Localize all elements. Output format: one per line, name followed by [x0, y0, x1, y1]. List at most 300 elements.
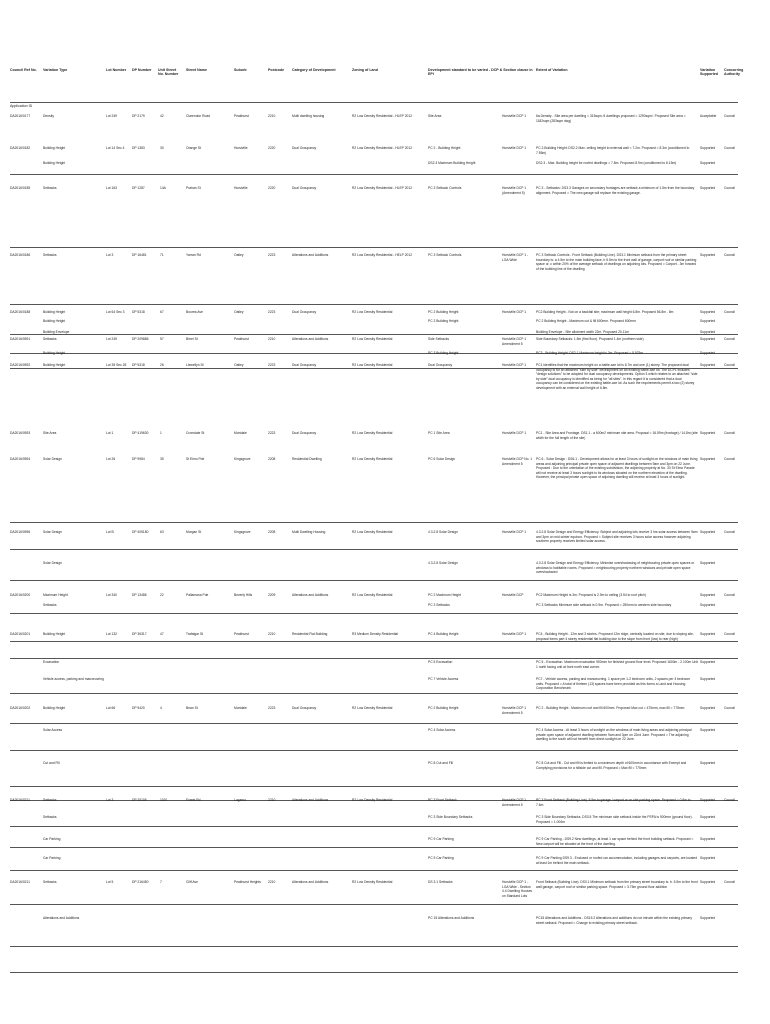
cell-no: 14A [160, 186, 166, 190]
row-divider [10, 641, 738, 642]
cell-dcp: Hurstville DCP 1 [502, 431, 527, 435]
cell-no: 22 [160, 593, 164, 597]
cell-dp: DP 1383 [132, 146, 145, 150]
cell-cat: Dual Occupancy [292, 146, 317, 150]
cell-lot: Lot 1 [106, 431, 114, 435]
cell-cat: Residential Dwelling [292, 457, 322, 461]
cell-cat: Alterations and Additions [292, 593, 329, 597]
cell-auth: Council [724, 431, 735, 435]
cell-street: Trafalgar St [186, 632, 204, 636]
cell-extent: DS2.3 - Max. Building height for roofed dwellings = 7.8m. Proposed 8.9m (conditioned to 8.15m) [536, 161, 677, 165]
cell-auth: Council [724, 706, 735, 710]
cell-type: Solar Design [43, 530, 62, 534]
row-divider [10, 304, 738, 305]
cell-street: Forest Rd [186, 798, 201, 802]
cell-ref: DA2016/0201 [10, 632, 31, 636]
cell-street: Clarendon Road [186, 114, 211, 118]
cell-auth: Council [724, 530, 735, 534]
cell-pc: 2210 [268, 798, 276, 802]
cell-zone: R2 Low Density Residential - HELP 2012 [352, 253, 413, 257]
cell-pc: 2223 [268, 431, 276, 435]
col-header-unit-street: Unit Street No. Number [158, 68, 179, 77]
col-header-council-ref: Council Ref No. [10, 68, 37, 72]
cell-sup: Supported [700, 351, 716, 355]
row-divider [10, 247, 738, 248]
cell-street: Pallamana Pde [186, 593, 209, 597]
cell-zone: R2 Low Density Residential [352, 310, 393, 314]
cell-dcp: Hurstville DCP [502, 593, 524, 597]
cell-lot: Lot 64 Sec 3 [106, 310, 125, 314]
cell-suburb: Oatley [234, 310, 244, 314]
cell-pc: 2220 [268, 146, 276, 150]
cell-extent: PC 2 - Building Height . Maximum roof and fill 600mm. Proposed Max cut = 475mm, max fill = 775mm [536, 706, 685, 710]
cell-dp: DP 405180 [132, 530, 149, 534]
cell-extent: PC 9 Car Parking DS9.3 - Enclosed or roofed car accommodation, including garages and carports, are located at least 1m behind the main setback. [536, 856, 698, 865]
cell-no: 7 [160, 880, 162, 884]
cell-type: Vehicle access, parking and manoeuvring [43, 677, 104, 681]
cell-suburb: Oatley [234, 253, 244, 257]
cell-extent: PC 3 - Setbacks: DS3.3 Garages on secondary frontages are setback a minimum of 1.5m from the boundary alignment. Proposed = The new garage will replace the existing garage. [536, 186, 695, 195]
row-divider [10, 102, 738, 103]
row-divider [10, 174, 738, 175]
row-divider [10, 580, 738, 581]
cell-zone: R2 Low Density Residential [352, 798, 393, 802]
cell-dp: DP 36317 [132, 632, 147, 636]
cell-sup: Supported [700, 253, 716, 257]
cell-street: Llewellyn St [186, 363, 204, 367]
cell-type: Setbacks [43, 253, 57, 257]
cell-std: Side Setbacks [428, 337, 450, 341]
cell-std: PC 1 Site Area [428, 431, 450, 435]
cell-sup: Supported [700, 880, 716, 884]
cell-type: Building Height [43, 351, 66, 355]
cell-std: PC 3 Setback Controls [428, 186, 462, 190]
cell-extent: PC 3 Side Boundary Setbacks. DS3.5 The minimum side setback inside the PSPA is 900mm (ground floor). Proposed = 1.004m [536, 815, 693, 824]
col-header-suburb: Suburb [234, 68, 247, 72]
cell-dp: DP 5318 [132, 310, 145, 314]
row-divider [10, 786, 738, 787]
cell-dcp: Hurstville DCP 1 Amendment 5 [502, 706, 527, 715]
cell-zone: R2 Low Density Residential [352, 363, 393, 367]
cell-extent: PC 8 Cut and Fill - Cut and fill is limited to a maximum depth of 600mm in accordance with Exempt and Complying provisions for a hillside cut and fill. Proposed = Max fill = 775mm [536, 761, 687, 770]
cell-lot: Lot 26 [106, 457, 116, 461]
cell-suburb: Peakhurst [234, 337, 249, 341]
cell-auth: Council [724, 253, 735, 257]
cell-extent: PC15 Alterations and Additions - DS15.2 Alterations and additions do not intrude within the existing primary street setback. Proposed = Change to existing primary street setback. [536, 916, 692, 925]
row-divider [10, 613, 738, 614]
col-header-street-name: Street Name [186, 68, 207, 72]
cell-std: PC 7 Vehicle Access [428, 677, 459, 681]
cell-street: Orange St [186, 146, 202, 150]
col-header-variation-type: Variation Type [43, 68, 68, 72]
cell-ref: DA2016/0188 [10, 310, 31, 314]
cell-sup: Supported [700, 815, 716, 819]
cell-extent: PC 2-Building Height: DS2.2 Max. ceiling height to external wall = 7.2m. Proposed = 8.3m (conditioned to 7.55m) [536, 146, 690, 155]
col-header-dp-number: DP Number [132, 68, 152, 72]
cell-sup: Supported [700, 603, 716, 607]
cell-dp: DP 9984 [132, 457, 145, 461]
cell-street: Prahan St [186, 186, 201, 190]
cell-std: PC 3 Setbacks [428, 603, 450, 607]
cell-type: Building Height [43, 319, 66, 323]
cell-dcp: Hurstville DCP 1 (Amendment 5) [502, 186, 527, 195]
cell-sup: Supported [700, 593, 716, 597]
cell-auth: Council [724, 186, 735, 190]
cell-type: Building Height [43, 146, 66, 150]
cell-dcp: Hurstville DCP No. 1 Amendment 5 [502, 457, 533, 466]
cell-std: Site Area [428, 114, 442, 118]
cell-ref: DA2016/0211 [10, 798, 30, 802]
cell-std: DS 3.1 Setbacks [428, 880, 453, 884]
cell-extent: PC 3 Front Setback (Building Line). 5.5m to garage / carport or on-site parking space. Proposed = 0.8m to 7.6m [536, 798, 691, 807]
cell-ref: DA2016/0591 [10, 337, 31, 341]
cell-cat: Alterations and Additions [292, 880, 329, 884]
cell-ref: DA2016/0177 [10, 114, 31, 118]
cell-dcp: Hurstville DCP 1 [502, 310, 527, 314]
cell-type: Setbacks [43, 337, 57, 341]
cell-dp: DP 5318 [132, 363, 145, 367]
col-header-variation-supported: Variation Supported [700, 68, 718, 77]
cell-type: Cut and Fill [43, 761, 60, 765]
row-divider [10, 658, 738, 659]
cell-type: Car Parking [43, 856, 61, 860]
cell-ref: DA2016/0185 [10, 186, 31, 190]
cell-extent: PC1 identifies that the maximum height on a battle-axe lot is 6.7m and one (1) storey. The proposed dual occupancy is for an attached "side by side" development on an existing battle-axe lot. The DCP1 includes "design solutions" to be adopted for dual occupancy developments. Option 3 which relates to an attached "side by side" dual occupancy is identified as being for "all sites". In this regard it is considered that a dual occupancy can be considered on the existing battle-axe lot. As such the requirements permit a two (2) storey development with an external wall height of 6.8m. [536, 363, 698, 390]
cell-type: Building Envelope [43, 330, 70, 334]
cell-no: 47 [160, 632, 164, 636]
cell-extent: PC2 Building Height - Not on a backfall site; maximum wall height 6.8m. Proposed 56.8m - 8m [536, 310, 674, 314]
cell-cat: Residential Flat Building [292, 632, 328, 636]
cell-auth: Council [724, 337, 735, 341]
cell-std: PC 2 Building Height [428, 319, 459, 323]
cell-type: Setbacks [43, 186, 57, 190]
row-divider [10, 750, 738, 751]
cell-std: PC 3 Setback Controls [428, 253, 462, 257]
cell-pc: 2208 [268, 457, 276, 461]
cell-ref: DA2016/0593 [10, 431, 31, 435]
cell-type: Building Height [43, 161, 66, 165]
cell-auth: Council [724, 310, 735, 314]
cell-dcp: Hurstville DCP 1 [502, 114, 527, 118]
cell-type: Setbacks [43, 603, 57, 607]
cell-cat: Multi Dwelling Housing [292, 530, 326, 534]
cell-street: Morgan St [186, 530, 202, 534]
cell-no: 67 [160, 310, 164, 314]
cell-type: Alterations and Additions [43, 916, 80, 920]
application-id-label: Application ID [10, 104, 33, 108]
cell-sup: Supported [700, 319, 716, 323]
row-divider [10, 549, 738, 550]
cell-lot: Lot 14 Sec 4 [106, 146, 125, 150]
cell-zone: R2 Low Density Residential [352, 337, 393, 341]
cell-zone: R3 Medium Density Residential [352, 632, 398, 636]
col-header-category: Category of Development [292, 68, 336, 72]
cell-extent: PC 6 - Solar Design : DS6.1 - Development allows for at least 3 hours of sunlight on the windows of main living areas and adjoining principal private open space of adjacent dwellings between 9am and 3pm on 22 June. Proposed : Due to the orientation of the existing subdivision, the adjoining property at No. 33 St Elmo Parade will not receive at least 3 hours sunlight to its windows situated on the northern elevation of the dwelling. However, the principal private open space of adjoining dwelling will receive at least 3 hours of sunlight. [536, 457, 698, 479]
cell-extent: PC 5 - Excavation. Maximum excavation 900mm for finished ground floor level. Proposed 1600m - 2.100m Unit 1 north facing unit at front north east corner. [536, 660, 698, 669]
cell-sup: Supported [700, 837, 716, 841]
cell-lot: Lot B [106, 530, 114, 534]
cell-std: Dual Occupancy [428, 363, 453, 367]
cell-auth: Council [724, 457, 735, 461]
cell-pc: 2223 [268, 363, 276, 367]
cell-lot: Lot 66 [106, 706, 116, 710]
cell-type: Setbacks [43, 880, 57, 884]
cell-street: Cromdale St [186, 431, 205, 435]
cell-std: PC 3 Building Height [428, 351, 459, 355]
cell-pc: 2223 [268, 253, 276, 257]
cell-type: Setbacks [43, 815, 57, 819]
cell-suburb: Hurstville [234, 146, 248, 150]
cell-extent: 4.3.2.8 Solar Design and Energy Efficiency. Minimise overshadowing of neighbouring private open spaces or windows to habitable rooms. Proposed = neighbouring property northern windows and private open space overshadowed [536, 561, 695, 574]
cell-ref: DA2016/0202 [10, 706, 31, 710]
cell-zone: R2 Low Density Residential - HLEP 2012 [352, 186, 413, 190]
cell-pc: 2210 [268, 880, 276, 884]
cell-type: Site Area [43, 431, 57, 435]
row-divider [10, 847, 738, 848]
cell-ref: DA2016/0200 [10, 593, 31, 597]
cell-auth: Council [724, 880, 735, 884]
cell-street: Yarran Rd [186, 253, 201, 257]
cell-auth: Council [724, 798, 735, 802]
cell-auth: Council [724, 363, 735, 367]
cell-dp: DP 216450 [132, 880, 149, 884]
row-divider [10, 693, 738, 694]
cell-extent: Front Setback (Building Line). DS3.1 Minimum setback from the primary street boundary is: b. 5.5m to the front wall garage, carport roof or similar parking space. Proposed = 3.75m ground floor addition [536, 880, 698, 889]
cell-sup: Supported [700, 363, 716, 367]
cell-extent: PC2 Maximum Height is 3m. Proposed is 2.9m to ceiling (3.54 to roof pitch) [536, 593, 646, 597]
cell-zone: R2 Low Density Residential [352, 530, 393, 534]
cell-no: 35 [160, 457, 164, 461]
cell-no: 1100 [160, 798, 168, 802]
cell-lot: Lot 249 [106, 337, 117, 341]
cell-extent: PC4 - Building Height - 12m and 3 stories. Proposed 12m ridge, centrally located on site, due to sloping site, proposal forms part 4 storey residential flat building due to the slope from front (low) to rear (high) [536, 632, 694, 641]
cell-extent: PC1 - Site Area and Frontage. DS1.1 - a 600m2 minimum site area. Proposal = 16.59m (frontage) / 14.8m (site width for the full length of the site) [536, 431, 698, 440]
cell-suburb: Peakhurst [234, 114, 249, 118]
cell-auth: Council [724, 593, 735, 597]
cell-type: Density [43, 114, 54, 118]
variations-register [10, 66, 744, 976]
cell-ref: DA2016/0592 [10, 363, 31, 367]
cell-no: 26 [160, 363, 164, 367]
cell-no: 63 [160, 530, 164, 534]
col-header-lot-number: Lot Number [106, 68, 127, 72]
row-divider [10, 972, 738, 973]
cell-suburb: Mortdale [234, 431, 247, 435]
cell-sup: Acceptable [700, 114, 717, 118]
cell-zone: R2 Low Density Residential - HLEP 2012 [352, 114, 413, 118]
cell-dcp: Hurstville DCP 1 [502, 146, 527, 150]
cell-lot: Lot 35 Sec 28 [106, 363, 127, 367]
cell-dcp: Hurstville DCP 1 [502, 530, 527, 534]
cell-sup: Supported [700, 186, 716, 190]
row-divider [10, 904, 738, 905]
cell-std: PC 8 Cut and Fill [428, 761, 453, 765]
cell-type: Building Height [43, 363, 66, 367]
cell-no: 4 [160, 706, 162, 710]
row-divider [10, 946, 738, 947]
cell-sup: Supported [700, 561, 716, 565]
cell-dcp: Hurstville DCP 1 Amendment 5 [502, 798, 527, 807]
cell-std: PC 5 Excavation [428, 660, 453, 664]
cell-sup: Supported [700, 677, 716, 681]
cell-std: 4.3.2.8 Solar Design [428, 561, 458, 565]
cell-suburb: Peakhurst [234, 632, 249, 636]
cell-suburb: Oatley [234, 363, 244, 367]
cell-std: PC 2 Building Height [428, 706, 459, 710]
cell-std: PC 6 Solar Design [428, 457, 456, 461]
cell-cat: Dual Occupancy [292, 363, 317, 367]
cell-extent: PC 4 Solar Access - At least 3 hours of sunlight on the windows of main living areas and adjoining principal private open space of adjacent dwelling between 9am and 3pm on 22nd June. Proposed = The adjoining dwelling to the south will not benefit from direct sunlight on 22 June. [536, 728, 692, 741]
cell-dcp: Hurstville DCP 1 - LGA Wide - Section 4.4 Dwelling Houses on Standard Lots [502, 880, 533, 898]
cell-sup: Supported [700, 761, 716, 765]
cell-dcp: Hurstville DCP 1 [502, 632, 527, 636]
cell-extent: PC 3 Setbacks Minimum side setback is 0.9m. Proposed = 250mm to western side boundary [536, 603, 672, 607]
cell-std: PC 3 Front Setback [428, 798, 457, 802]
col-header-zoning: Zoning of Land [352, 68, 378, 72]
cell-street: Bean St [186, 706, 198, 710]
cell-sup: Supported [700, 146, 716, 150]
cell-pc: 2210 [268, 337, 276, 341]
cell-dcp: Hurstville DCP 1 [502, 363, 527, 367]
cell-extent: PC 9 Car Parking - DS9.2 New dwellings, at least 1 car space behind the front building setback. Proposed = New carport will be situated at the front of the dwelling. [536, 837, 694, 846]
cell-auth: Council [724, 146, 735, 150]
cell-no: 57 [160, 337, 164, 341]
cell-dp: DP 419630 [132, 431, 149, 435]
cell-pc: 2209 [268, 593, 276, 597]
cell-auth: Council [724, 632, 735, 636]
col-header-postcode: Postcode [268, 68, 285, 72]
cell-lot: Lot 249 [106, 114, 117, 118]
cell-dp: DP 9420 [132, 706, 145, 710]
cell-extent: 6a.Density - Site area per dwelling = 315sqm /4 dwellings proposed = 1290sqm/. Proposed Site area = 1182sqm (283sqm dwg) [536, 114, 686, 123]
cell-extent: PC 3 Setback Controls - Front Setback (Building Line). DS3.1 Minimum setback from the primary street boundary is: a 4.5m to the main building face, b 5.5m to the front wall of garage, carport roof or similar parking space or, c within 20% of the average setback of dwellings on adjoining lots. Proposed = Carport - 3m forward of the building line of the dwelling [536, 253, 697, 271]
cell-pc: 2210 [268, 114, 276, 118]
cell-type: Car Parking [43, 837, 61, 841]
cell-dp: DP 2179 [132, 114, 145, 118]
cell-cat: Dual Occupancy [292, 431, 317, 435]
cell-cat: Multi dwelling housing [292, 114, 325, 118]
cell-sup: Supported [700, 530, 716, 534]
cell-dp: DP 13486 [132, 593, 147, 597]
cell-zone: R2 Low Density Residential - HLEP 2012 [352, 146, 413, 150]
cell-no: 1 [160, 431, 162, 435]
cell-cat: Alterations and Additions [292, 798, 329, 802]
cell-sup: Supported [700, 728, 716, 732]
col-header-extent: Extent of Variation [536, 68, 568, 72]
cell-sup: Supported [700, 856, 716, 860]
cell-ref: DA2016/0594 [10, 457, 31, 461]
cell-pc: 2223 [268, 310, 276, 314]
cell-no: 71 [160, 253, 164, 257]
cell-extent: PC7 - Vehicle access, parking and manoeuvring. 1 space per 1-2 bedroom units, 2 spaces per 3 bedroom units. Proposed = A total of thirteen (13) spaces have been provided as this forms a Land and Housing Corporation Benchmark [536, 677, 691, 690]
cell-std: DS2.3 Maximum Building Height [428, 161, 476, 165]
cell-dcp: Hurstville DCP 1 Amendment 5 [502, 337, 527, 346]
cell-auth: Council [724, 114, 735, 118]
cell-extent: Side Boundary Setbacks: 1.5m (first floor). Proposed 1.4m (northern side) [536, 337, 644, 341]
row-divider [10, 870, 738, 871]
cell-pc: 2220 [268, 186, 276, 190]
cell-type: Solar Access [43, 728, 63, 732]
cell-cat: Alterations and Additions [292, 337, 329, 341]
cell-type: Solar Design [43, 457, 62, 461]
cell-dp: DP 209886 [132, 337, 149, 341]
cell-dp: DP 25105 [132, 798, 147, 802]
cell-sup: Supported [700, 457, 716, 461]
cell-type: Maximum Height [43, 593, 68, 597]
cell-no: 30 [160, 146, 164, 150]
row-divider [10, 723, 738, 724]
cell-sup: Supported [700, 706, 716, 710]
cell-sup: Supported [700, 660, 716, 664]
cell-zone: R2 Low Density Residential [352, 880, 393, 884]
cell-type: Solar Design [43, 561, 62, 565]
cell-ref: DA2016/0186 [10, 253, 31, 257]
cell-type: Excavation [43, 660, 60, 664]
cell-suburb: Kingsgrove [234, 457, 251, 461]
cell-std: PC 15 Alterations and Additions [428, 916, 475, 920]
cell-street: Cliff Ave [186, 880, 198, 884]
cell-type: Building Height [43, 706, 66, 710]
cell-type: Setbacks [43, 798, 57, 802]
cell-type: Building Height [43, 310, 66, 314]
cell-sup: Supported [700, 310, 716, 314]
cell-cat: Dual Occupancy [292, 186, 317, 190]
cell-dcp: Hurstville DCP 1 - LGA Wide [502, 253, 529, 262]
cell-sup: Supported [700, 431, 716, 435]
cell-cat: Alterations and Additions [292, 253, 329, 257]
cell-extent: PC3 - Building Height: DS2.1 Maximum height is 3m. Proposed = 5.975m [536, 351, 644, 355]
cell-suburb: Lugarno [234, 798, 247, 802]
cell-type: Building Height [43, 632, 66, 636]
col-header-concurring: Concurring Authority [724, 68, 744, 77]
cell-ref: DA2016/0211 [10, 880, 30, 884]
cell-lot: Lot 5 [106, 880, 114, 884]
cell-dp: DP 1287 [132, 186, 145, 190]
cell-sup: Supported [700, 916, 716, 920]
cell-std: PC 2 Maximum Height [428, 593, 461, 597]
cell-lot: Lot 340 [106, 593, 117, 597]
cell-pc: 2208 [268, 530, 276, 534]
cell-extent: Building Envelope - Site allotment width 22m. Proposed 20.11m [536, 330, 629, 334]
col-header-dev-standard: Development standard to be varied - DCP & Section clause in EPI [428, 68, 533, 77]
cell-suburb: Mortdale [234, 706, 247, 710]
cell-zone: R2 Low Density Residential [352, 706, 393, 710]
cell-dp: DP 16481 [132, 253, 147, 257]
cell-zone: R2 Low Density Residential [352, 431, 393, 435]
cell-lot: Lot 3 [106, 253, 114, 257]
cell-cat: Dual Occupancy [292, 706, 317, 710]
cell-std: PC 9 Car Parking [428, 837, 454, 841]
cell-std: PC 3 Side Boundary Setbacks [428, 815, 473, 819]
cell-street: Boorea Ave [186, 310, 203, 314]
cell-street: Birrel St [186, 337, 198, 341]
cell-std: PC 4 Solar Access [428, 728, 456, 732]
cell-no: 42 [160, 114, 164, 118]
cell-zone: R2 Low Density Residential [352, 593, 393, 597]
cell-std: 4.3.2.8 Solar Design [428, 530, 458, 534]
cell-sup: Supported [700, 632, 716, 636]
cell-pc: 2210 [268, 632, 276, 636]
cell-lot: Lot 3 [106, 798, 114, 802]
cell-pc: 2223 [268, 706, 276, 710]
cell-sup: Supported [700, 798, 716, 802]
row-divider [10, 522, 738, 523]
cell-extent: PC 2 Building Height - Maximum cut & fill 600mm. Proposed 600mm [536, 319, 636, 323]
cell-suburb: Peakhurst Heights [234, 880, 261, 884]
cell-sup: Supported [700, 161, 716, 165]
cell-sup: Supported [700, 330, 716, 334]
cell-suburb: Hurstville [234, 186, 248, 190]
